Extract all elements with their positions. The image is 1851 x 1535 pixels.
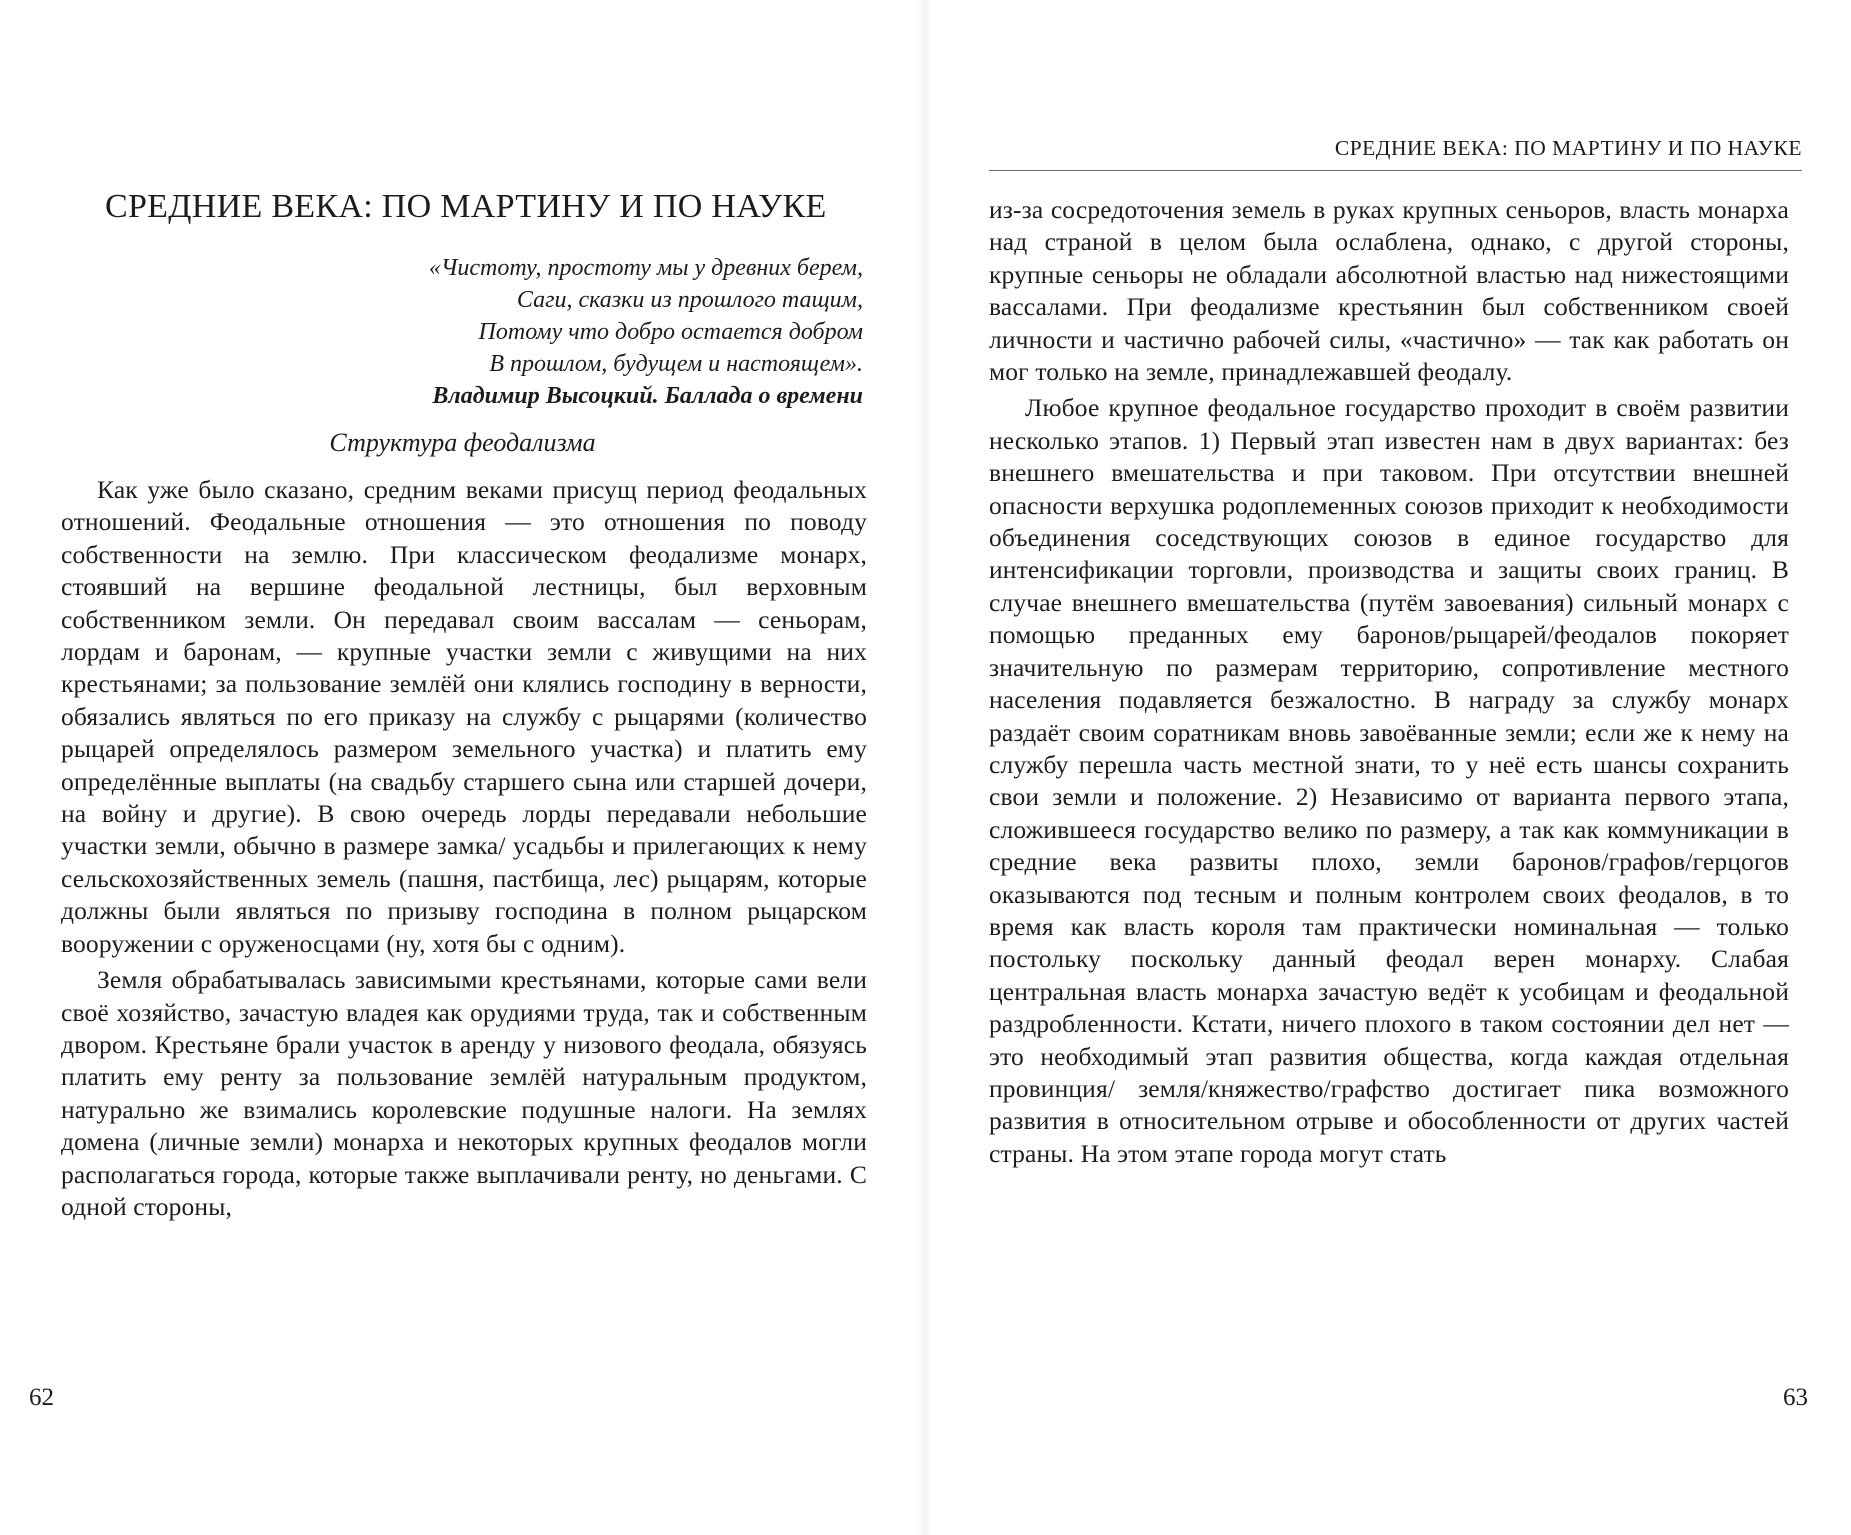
header-rule [989,170,1802,171]
right-body-text [989,194,1789,1170]
paragraph: из-за сосредоточения земель в руках крупных сеньоров, власть монарха над страной в целом была ослаблена, однако, с другой стороны, крупные сеньоры не обладали абсолютной властью над нижестоящими вассалами. При феодализме крестьянин был собственником своей личности и частично рабочей силы, «частично» — так как работать он мог только на земле, принадлежавшей феодалу. [989,195,1789,387]
right-page [925,0,1851,1535]
epigraph-line: «Чистоту, простоту мы у древних берем, [428,255,863,281]
chapter-title: СРЕДНИЕ ВЕКА: ПО МАРТИНУ И ПО НАУКЕ [105,188,827,225]
epigraph-line: Потому что добро остается добром [478,319,863,345]
epigraph-line: Саги, сказки из прошлого тащим, [516,287,863,313]
epigraph-line: В прошлом, будущем и настоящем». [489,351,863,377]
left-page [0,0,925,1535]
running-head: СРЕДНИЕ ВЕКА: ПО МАРТИНУ И ПО НАУКЕ [1334,136,1802,160]
epigraph [429,252,863,412]
page-number: 62 [29,1384,54,1411]
page-number: 63 [1783,1384,1808,1411]
paragraph: Земля обрабатывалась зависимыми крестьянами, которые сами вели своё хозяйство, зачастую владея как орудиями труда, так и собственным двором. Крестьяне брали участок в аренду у низового феодала, обязуясь платить ему ренту за пользование землёй натуральным продуктом, натурально же взимались королевские подушные налоги. На землях домена (личные земли) монарха и некоторых крупных феодалов могли располагаться города, которые также выплачивали ренту, но деньгами. С одной стороны, [61,965,867,1221]
paragraph: Как уже было сказано, средним веками присущ период феодальных отношений. Феодальные отношения — это отношения по поводу собственности на землю. При классическом феодализме монарх, стоявший на вершине феодальной лестницы, был верховным собственником земли. Он передавал своим вассалам — сеньорам, лордам и баронам, — крупные участки земли с живущими на них крестьянами; за пользование землёй они клялись господину в верности, обязались являться по его приказу на службу с рыцарями (количество рыцарей определялось размером земельного участка) и платить ему определённые выплаты (на свадьбу старшего сына или старшей дочери, на войну и другие). В свою очередь лорды передавали небольшие участки земли, обычно в размере замка/ усадьбы и прилегающих к нему сельскохозяйственных земель (пашня, пастбища, лес) рыцарям, которые должны были являться по призыву господина в полном рыцарском вооружении с оруженосцами (ну, хотя бы с одним). [61,475,867,958]
paragraph: Любое крупное феодальное государство проходит в своём развитии несколько этапов. 1) Первый этап известен нам в двух вариантах: без внешнего вмешательства и при таковом. При отсутствии внешней опасности верхушка родоплеменных союзов приходит к необходимости объединения соседствующих союзов в единое государство для интенсификации торговли, производства и защиты своих границ. В случае внешнего вмешательства (путём завоевания) сильный монарх с помощью преданных ему баронов/рыцарей/феодалов покоряет значительную по размерам территорию, сопротивление местного населения подавляется безжалостно. В награду за службу монарх раздаёт своим соратникам вновь завоёванные земли; если же к нему на службу перешла часть местной знати, то у неё есть шансы сохранить свои земли и положение. 2) Независимо от варианта первого этапа, сложившееся государство велико по размеру, а так как коммуникации в средние века развиты плохо, земли баронов/графов/герцогов оказываются под тесным и полным контролем своих феодалов, в то время как власть короля там практически номинальная — только постольку поскольку данный феодал верен монарху. Слабая центральная власть монарха зачастую ведёт к усобицам и феодальной раздробленности. Кстати, ничего плохого в таком состоянии дел нет — это необходимый этап развития общества, когда каждая отдельная провинция/ земля/княжество/графство достигает пика возможного развития в относительном отрыве и обособленности от других частей страны. На этом этапе города могут стать [989,393,1789,1168]
epigraph-attribution: Владимир Высоцкий. Баллада о времени [432,383,863,409]
left-body-text [61,474,867,1223]
section-subheading: Структура феодализма [329,428,596,457]
